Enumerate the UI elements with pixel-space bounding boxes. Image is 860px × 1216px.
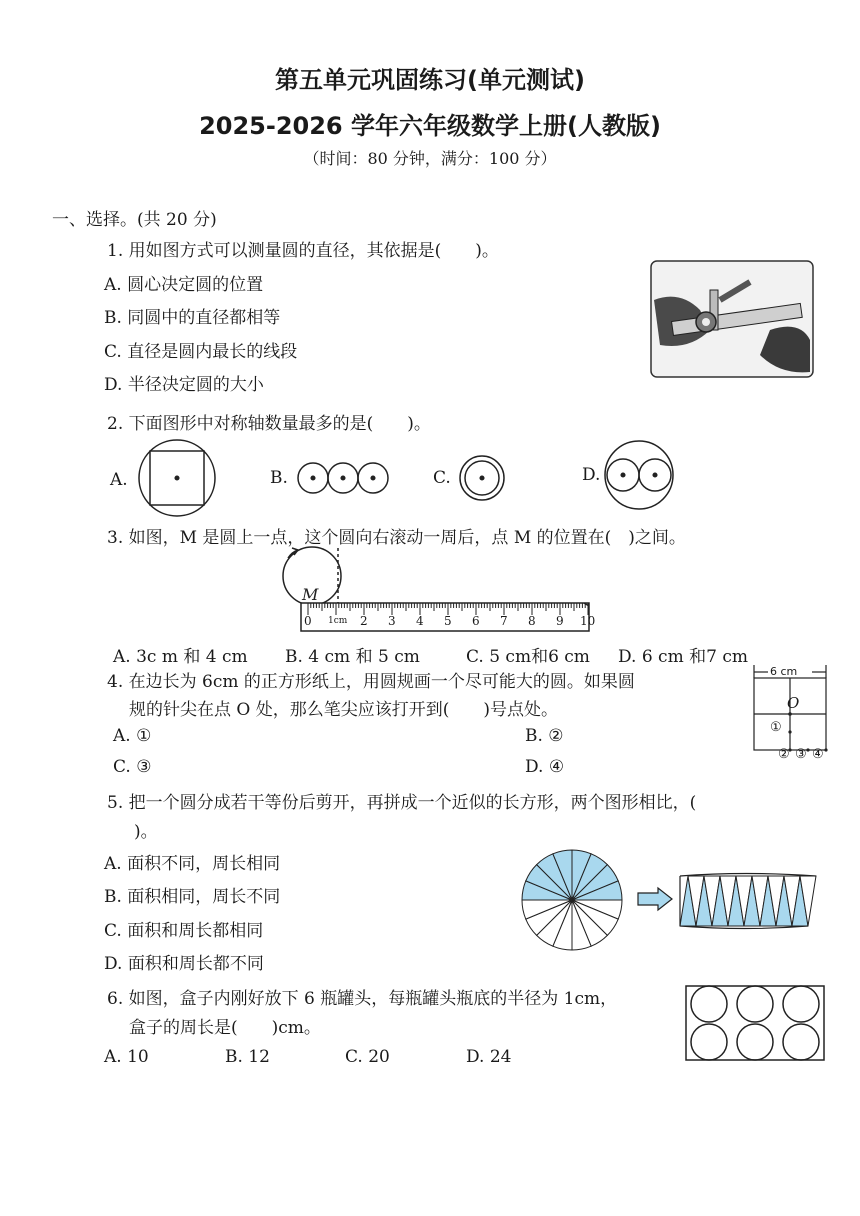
q6-option-a[interactable]: A. 10: [104, 1047, 149, 1067]
q1-option-a[interactable]: A. 圆心决定圆的位置: [104, 275, 264, 295]
ruler-tick-label: 1cm: [328, 616, 348, 626]
q5-option-b[interactable]: B. 面积相同，周长不同: [104, 887, 281, 907]
q5-stem-line1: 5. 把一个圆分成若干等份后剪开，再拼成一个近似的长方形，两个图形相比，(: [107, 793, 697, 813]
q2-label-a: A.: [110, 470, 128, 490]
page-title: 第五单元巩固练习(单元测试): [275, 66, 585, 94]
ruler-tick-label: 9: [556, 614, 564, 628]
arrow-right-icon: [638, 888, 672, 910]
q2-label-b: B.: [270, 468, 288, 488]
q3-option-d[interactable]: D. 6 cm 和7 cm: [618, 647, 748, 667]
q5-approx-rectangle: [680, 874, 816, 929]
q1-option-c[interactable]: C. 直径是圆内最长的线段: [104, 342, 298, 362]
q4-point-4: ④: [812, 747, 824, 762]
q2-label-c: C.: [433, 468, 451, 488]
ruler-tick-label: 5: [444, 614, 452, 628]
q6-stem-line1: 6. 如图，盒子内刚好放下 6 瓶罐头，每瓶罐头瓶底的半径为 1cm，: [107, 989, 618, 1009]
q4-option-b[interactable]: B. ②: [525, 726, 564, 746]
q3-stem: 3. 如图，M 是圆上一点，这个圆向右滚动一周后，点 M 的位置在( )之间。: [107, 528, 686, 548]
q5-sectored-circle: [522, 850, 622, 950]
ruler-labels: [304, 614, 604, 628]
q1-option-b[interactable]: B. 同圆中的直径都相等: [104, 308, 281, 328]
q6-option-c[interactable]: C. 20: [345, 1047, 390, 1067]
ruler-tick-label: 4: [416, 614, 424, 628]
q6-stem-line2: 盒子的周长是( )cm。: [129, 1018, 321, 1038]
q6-option-b[interactable]: B. 12: [225, 1047, 270, 1067]
q5-option-a[interactable]: A. 面积不同，周长相同: [104, 854, 281, 874]
q4-option-d[interactable]: D. ④: [525, 757, 565, 777]
q2-stem: 2. 下面图形中对称轴数量最多的是( )。: [107, 414, 431, 434]
q3-option-b[interactable]: B. 4 cm 和 5 cm: [285, 647, 420, 667]
ruler-tick-label: 8: [528, 614, 536, 628]
q4-stem-line2: 规的针尖在点 O 处，那么笔尖应该打开到( )号点处。: [129, 700, 559, 720]
q4-center-label: O: [787, 694, 800, 712]
ruler-tick-label: 10: [580, 614, 596, 628]
ruler-tick-label: 7: [500, 614, 508, 628]
q1-stem: 1. 用如图方式可以测量圆的直径，其依据是( )。: [107, 241, 499, 261]
q4-option-c[interactable]: C. ③: [113, 757, 152, 777]
q4-dimension-label: 6 cm: [770, 665, 798, 678]
q3-option-c[interactable]: C. 5 cm和6 cm: [466, 647, 590, 667]
page-subtitle: 2025-2026 学年六年级数学上册(人教版): [199, 112, 661, 140]
q6-box-with-cans: [683, 983, 827, 1063]
q4-stem-line1: 4. 在边长为 6cm 的正方形纸上，用圆规画一个尽可能大的圆。如果圆: [107, 672, 635, 692]
ruler-tick-label: 6: [472, 614, 480, 628]
exam-info: （时间：80 分钟，满分：100 分）: [303, 149, 557, 168]
q4-point-1: ①: [770, 720, 782, 735]
q5-circle-to-rectangle: [520, 848, 820, 952]
q2-label-d: D.: [582, 465, 601, 485]
ruler-tick-label: 2: [360, 614, 368, 628]
caliper-photo: [650, 260, 814, 378]
q4-point-2: ②: [778, 747, 790, 762]
section-heading: 一、选择。(共 20 分): [52, 210, 217, 230]
q5-option-d[interactable]: D. 面积和周长都不同: [104, 954, 264, 974]
q3-option-a[interactable]: A. 3c m 和 4 cm: [113, 647, 248, 667]
ruler-tick-label: 0: [304, 614, 312, 628]
q5-option-c[interactable]: C. 面积和周长都相同: [104, 921, 264, 941]
q6-option-d[interactable]: D. 24: [466, 1047, 512, 1067]
q5-stem-line2: )。: [134, 822, 158, 842]
q3-point-m-label: M: [302, 585, 319, 604]
q4-point-3: ③: [795, 747, 807, 762]
ruler-tick-label: 3: [388, 614, 396, 628]
q4-option-a[interactable]: A. ①: [113, 726, 152, 746]
q1-option-d[interactable]: D. 半径决定圆的大小: [104, 375, 264, 395]
